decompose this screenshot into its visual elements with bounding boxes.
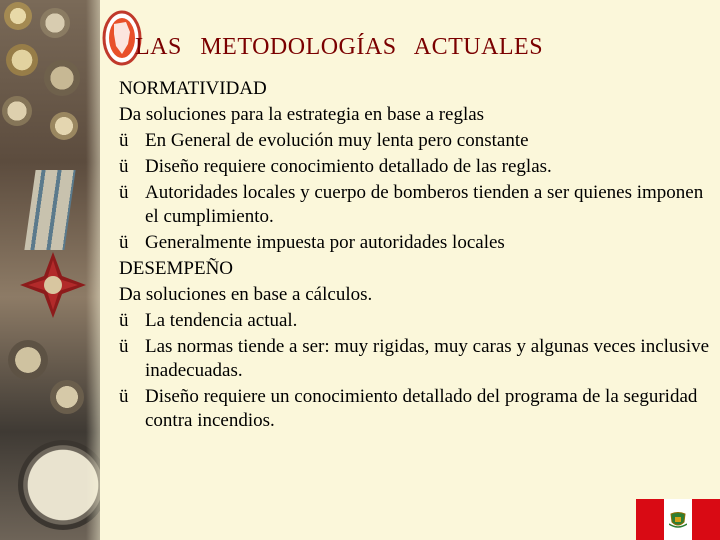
section-heading: NORMATIVIDAD bbox=[119, 78, 267, 99]
section-intro: Da soluciones en base a cálculos. bbox=[119, 284, 373, 305]
list-item: ü Diseño requiere un conocimiento detallado del programa de la seguridad contra incendios. bbox=[119, 384, 714, 434]
medal-cross-icon bbox=[18, 250, 88, 320]
peru-flag-icon bbox=[636, 499, 720, 540]
section-heading: DESEMPEÑO bbox=[119, 258, 234, 279]
list-item: ü Autoridades locales y cuerpo de bomberos tienden a ser quienes imponen el cumplimiento. bbox=[119, 180, 714, 230]
check-icon: ü bbox=[119, 310, 129, 331]
medals-photo-strip bbox=[0, 0, 100, 540]
list-item: ü Diseño requiere conocimiento detallado de las reglas. bbox=[119, 154, 714, 180]
medal-ribbon bbox=[24, 170, 75, 250]
slide-content bbox=[119, 76, 714, 434]
section-intro: Da soluciones para la estrategia en base a reglas bbox=[119, 104, 485, 125]
page-title: LAS METODOLOGÍAS ACTUALES bbox=[135, 34, 544, 60]
check-icon: ü bbox=[119, 336, 129, 357]
coat-of-arms-icon bbox=[669, 512, 687, 528]
check-icon: ü bbox=[119, 182, 129, 203]
check-icon: ü bbox=[119, 156, 129, 177]
list-item: ü Las normas tiende a ser: muy rigidas, muy caras y algunas veces inclusive inadecuadas. bbox=[119, 334, 714, 384]
list-item: ü En General de evolución muy lenta pero constante bbox=[119, 128, 714, 154]
strip-fade bbox=[86, 0, 116, 540]
list-item: ü Generalmente impuesta por autoridades locales bbox=[119, 230, 714, 256]
check-icon: ü bbox=[119, 232, 129, 253]
check-icon: ü bbox=[119, 130, 129, 151]
check-icon: ü bbox=[119, 386, 129, 407]
list-item: ü La tendencia actual. bbox=[119, 308, 714, 334]
